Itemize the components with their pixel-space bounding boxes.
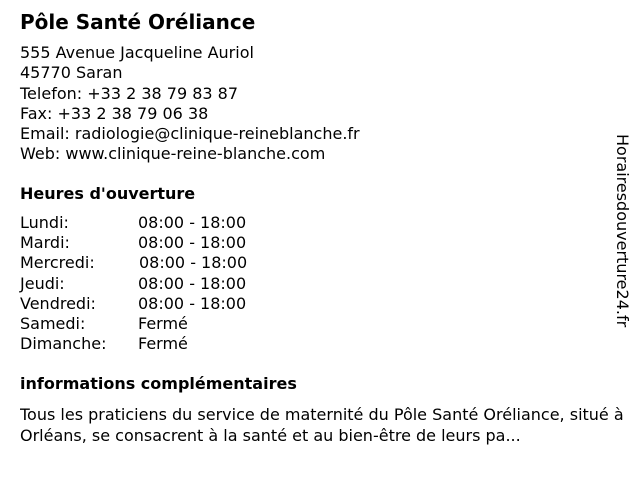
page-title: Pôle Santé Oréliance: [20, 10, 256, 34]
watermark-text: Horairesdouverture24.fr: [613, 134, 632, 328]
time-value: 08:00 - 18:00: [138, 273, 247, 293]
hours-row-wednesday: [20, 253, 320, 273]
time-value: 08:00 - 18:00: [139, 253, 248, 273]
time-value: 08:00 - 18:00: [138, 233, 247, 253]
day-label: Mardi:: [20, 233, 70, 253]
phone-text: Telefon: +33 2 38 79 83 87: [20, 83, 239, 103]
time-value: 08:00 - 18:00: [138, 293, 247, 313]
time-value: Fermé: [138, 313, 188, 333]
day-label: Mercredi:: [20, 253, 95, 273]
hours-heading: Heures d'ouverture: [20, 184, 196, 203]
hours-row-saturday: [20, 314, 320, 334]
address-city: 45770 Saran: [20, 63, 123, 83]
info-description: Tous les praticiens du service de maternité du Pôle Santé Oréliance, situé à Orléans, se consacrent à la santé et au bien-être de leurs pa...: [20, 405, 624, 445]
day-label: Lundi:: [20, 213, 69, 232]
fax-text: Fax: +33 2 38 79 06 38: [20, 103, 209, 123]
time-value: Fermé: [138, 334, 188, 354]
day-label: Jeudi:: [20, 273, 65, 293]
address-street: 555 Avenue Jacqueline Auriol: [20, 43, 254, 62]
day-label: Samedi:: [20, 313, 86, 333]
hours-row-friday: [20, 294, 320, 314]
web-text: Web: www.clinique-reine-blanche.com: [20, 144, 326, 164]
email-text: Email: radiologie@clinique-reineblanche.fr: [20, 124, 360, 144]
hours-row-thursday: [20, 274, 320, 294]
day-label: Vendredi:: [20, 293, 96, 313]
time-value: 08:00 - 18:00: [138, 213, 247, 232]
hours-row-tuesday: [20, 233, 320, 253]
hours-row-sunday: [20, 334, 320, 354]
hours-table: [20, 213, 320, 354]
info-heading: informations complémentaires: [20, 374, 297, 393]
hours-row-monday: [20, 213, 320, 233]
contact-block: [20, 43, 360, 165]
day-label: Dimanche:: [20, 334, 107, 354]
